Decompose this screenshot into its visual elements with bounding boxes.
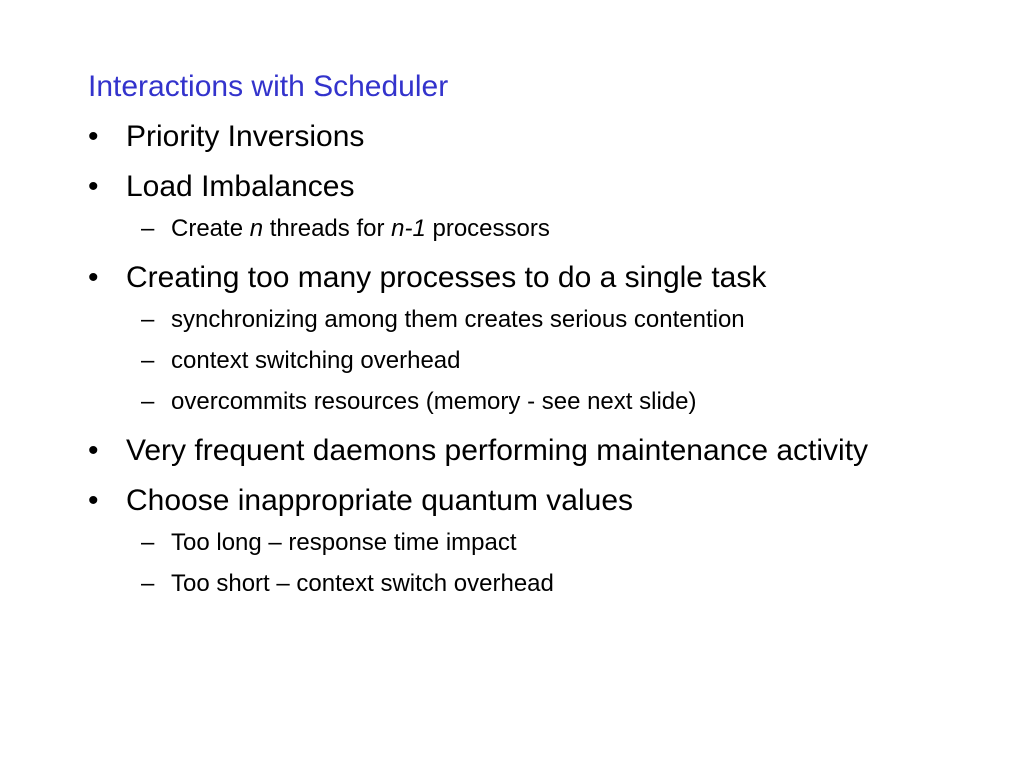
sub-list-wrapper — [88, 299, 888, 422]
sub-list-wrapper — [88, 208, 888, 249]
sub-bullet-text-part: threads for — [263, 215, 392, 242]
variable-n: n — [249, 215, 264, 242]
sub-bullet-item — [126, 563, 888, 604]
sub-bullet-text: Too long – response time impact — [171, 529, 517, 556]
bullet-marker: • — [88, 120, 99, 153]
sub-list — [88, 522, 888, 604]
bullet-item — [88, 116, 888, 158]
bullet-item — [88, 430, 888, 472]
variable-n-minus-1: n-1 — [391, 215, 426, 242]
bullet-marker: • — [88, 434, 99, 467]
sub-bullet-marker: – — [141, 529, 155, 556]
bullet-item — [88, 480, 888, 522]
bullet-marker: • — [88, 170, 99, 203]
bullet-item — [88, 257, 888, 299]
bullet-list — [88, 116, 888, 604]
sub-bullet-item — [126, 299, 888, 340]
bullet-text: Very frequent daemons performing maintenance activity — [126, 434, 869, 467]
sub-bullet-marker: – — [141, 215, 155, 242]
sub-bullet-text-part: processors — [425, 215, 550, 242]
sub-bullet-text-part: Create — [171, 215, 250, 242]
sub-bullet-marker: – — [141, 570, 155, 597]
bullet-text: Choose inappropriate quantum values — [126, 484, 633, 517]
bullet-marker: • — [88, 261, 99, 294]
sub-bullet-marker: – — [141, 306, 155, 333]
bullet-marker: • — [88, 484, 99, 517]
sub-bullet-text: synchronizing among them creates serious contention — [171, 306, 745, 333]
sub-bullet-text: overcommits resources (memory - see next slide) — [171, 388, 697, 415]
sub-list-wrapper — [88, 522, 888, 604]
sub-list — [88, 208, 888, 249]
bullet-text: Priority Inversions — [126, 120, 365, 153]
bullet-text: Load Imbalances — [126, 170, 355, 203]
sub-bullet-item — [126, 381, 888, 422]
sub-bullet-text: Too short – context switch overhead — [171, 570, 554, 597]
slide-title: Interactions with Scheduler — [88, 70, 449, 103]
sub-bullet-marker: – — [141, 388, 155, 415]
sub-bullet-item — [126, 522, 888, 563]
sub-bullet-marker: – — [141, 347, 155, 374]
sub-bullet-item — [126, 208, 888, 249]
bullet-item — [88, 166, 888, 208]
bullet-text: Creating too many processes to do a single task — [126, 261, 767, 294]
sub-bullet-text: context switching overhead — [171, 347, 461, 374]
sub-bullet-item — [126, 340, 888, 381]
sub-list — [88, 299, 888, 422]
